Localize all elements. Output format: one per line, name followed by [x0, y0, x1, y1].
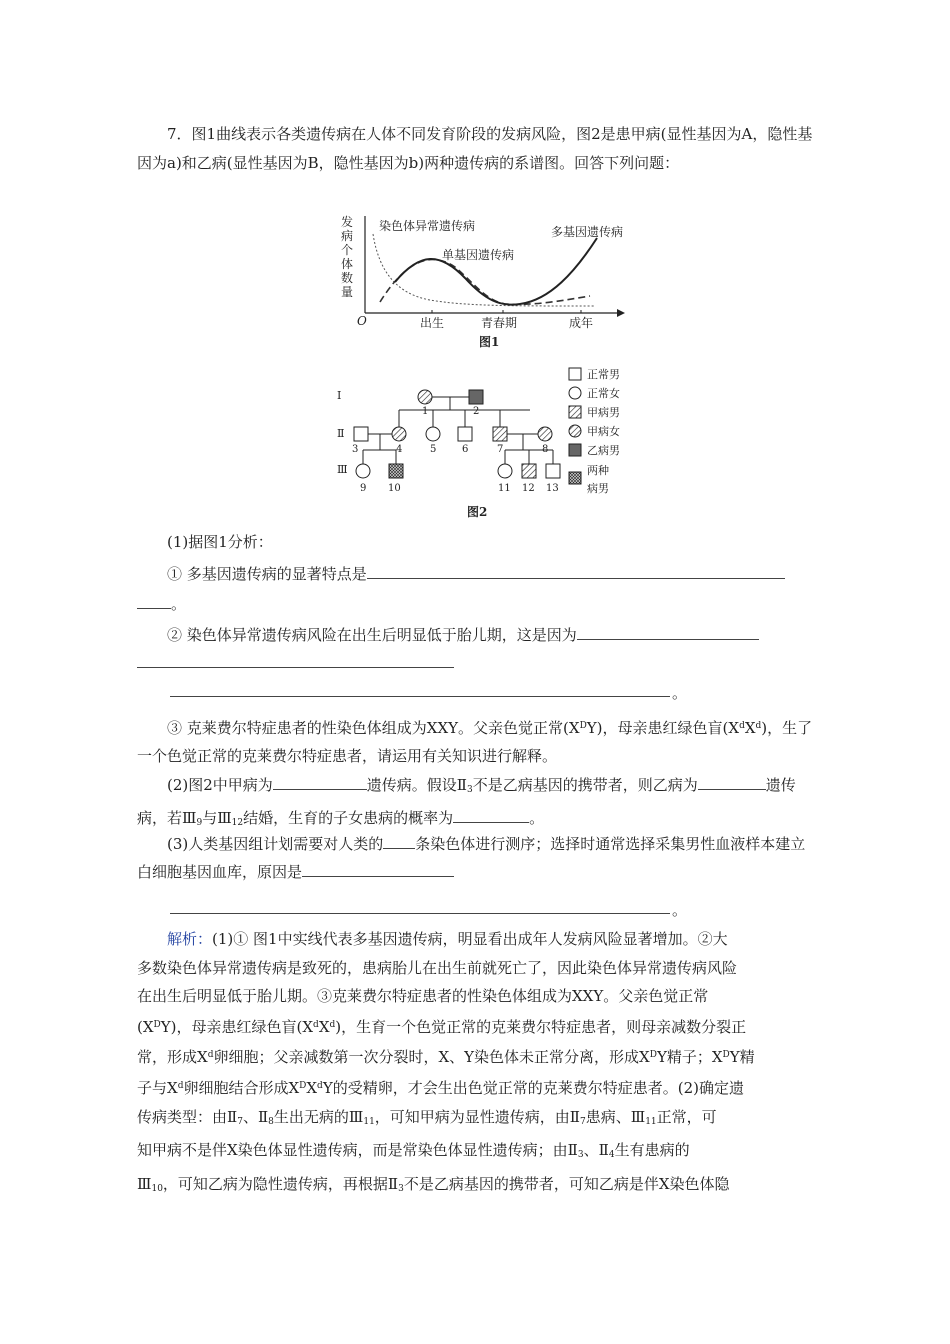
fig1-ylabel-char: 体	[341, 257, 354, 271]
legend-normal-male: 正常男	[587, 368, 620, 381]
figure-1-risk-curve-chart	[335, 212, 635, 352]
a4-2: Y)，母亲患红绿色盲(X	[160, 1017, 314, 1036]
part1-q1-text: ① 多基因遗传病的显著特点是	[167, 565, 367, 583]
a5-1: d	[207, 1050, 214, 1061]
a4-3: d	[313, 1019, 319, 1030]
pedigree-7-affected-male-a	[493, 427, 507, 441]
answer-line-q2-b[interactable]	[170, 696, 670, 697]
fig1-label-multi-gene: 多基因遗传病	[551, 225, 624, 239]
analysis-line-6	[137, 1072, 817, 1103]
pedigree-6-normal-male	[458, 427, 472, 441]
fig1-caption: 图1	[479, 335, 500, 349]
gen-label-3: Ⅲ	[337, 463, 348, 476]
analysis-line-7	[137, 1103, 817, 1137]
part2-a: (2)图2中甲病为	[167, 776, 273, 794]
a4-1: D	[153, 1019, 161, 1030]
id-4: 4	[396, 444, 403, 455]
legend-b-male-symbol	[569, 444, 581, 456]
legend-normal-female: 正常女	[587, 387, 620, 400]
part1-q1-end: 。	[171, 595, 187, 613]
part2-d-sub: 9	[196, 818, 203, 828]
fig1-ylabel-char: 个	[341, 243, 354, 257]
analysis-line-2: 多数染色体异常遗传病是致死的，患病胎儿在出生前就死亡了，因此染色体异常遗传病风险	[137, 958, 738, 977]
a6-4: X	[306, 1078, 318, 1097]
a9-2: ，可知乙病为隐性遗传病，再根据Ⅱ	[162, 1174, 399, 1193]
part2-d: 遗传病，若Ⅲ	[137, 776, 796, 827]
a5-3: D	[649, 1050, 657, 1061]
question-number: 7．	[167, 125, 192, 143]
answer-blank-part2-3[interactable]	[453, 804, 529, 823]
a7-1: 7	[237, 1116, 243, 1127]
part2-e: 与Ⅲ	[202, 809, 232, 827]
part2-b: 遗传病。假设Ⅱ	[366, 776, 467, 794]
pedigree-10-both-diseases-male	[389, 464, 403, 478]
analysis-line-3: 在出生后明显低于胎儿期。③克莱费尔特症患者的性染色体组成为XXY。父亲色觉正常	[137, 987, 709, 1006]
part2-b-sub: 3	[467, 785, 473, 795]
a6-0: 子与X	[137, 1078, 178, 1097]
legend-both-line1: 两种	[587, 464, 609, 477]
id-13: 13	[546, 483, 559, 494]
a8-text: 知甲病不是伴X染色体显性遗传病，而是常染色体显性遗传病；由Ⅱ	[137, 1141, 578, 1160]
a5-0: 常，形成X	[137, 1048, 208, 1067]
answer-blank-q2[interactable]	[577, 621, 759, 640]
a6-6: Y的受精卵，才会生出色觉正常的克莱费尔特症患者。(2)确定遗	[322, 1078, 744, 1097]
a4-0: (X	[137, 1017, 154, 1036]
pedigree-5-normal-female	[426, 427, 440, 441]
a6-2: 卵细胞结合形成X	[183, 1078, 300, 1097]
part2-f: 结婚，生育的子女患病的概率为	[243, 809, 454, 827]
legend-a-male: 甲病男	[587, 406, 620, 419]
fig1-origin: O	[357, 314, 367, 328]
a7-4: 生出无病的Ⅲ	[273, 1107, 364, 1126]
a9-0: Ⅲ	[137, 1174, 152, 1193]
a7-2: 、Ⅱ	[242, 1107, 269, 1126]
fig1-ylabel-char: 数	[341, 271, 354, 285]
id-9: 9	[360, 483, 367, 494]
answer-blank-part3-2[interactable]	[302, 858, 454, 877]
part1-heading	[137, 528, 815, 556]
fig1-ylabel-char: 量	[341, 285, 354, 299]
gen-label-2: Ⅱ	[337, 427, 345, 440]
analysis-line-1	[137, 925, 817, 954]
fig1-xtick-puberty: 青春期	[481, 316, 518, 330]
legend-b-male: 乙病男	[587, 444, 620, 457]
pedigree-9-normal-female	[356, 464, 370, 478]
pedigree-11-normal-female	[498, 464, 512, 478]
a7-6: ，可知甲病为显性遗传病，由Ⅱ	[374, 1107, 580, 1126]
legend-a-female-symbol	[569, 425, 581, 437]
a7-9: 11	[645, 1116, 657, 1127]
part2-g: 。	[529, 809, 545, 827]
part3-a: (3)人类基因组计划需要对人类的	[167, 835, 384, 853]
analysis-label: 解析：	[167, 930, 213, 948]
part1-q3-c: Y)，母亲患红绿色盲	[586, 719, 723, 737]
part3	[137, 830, 815, 886]
answer-line-q2-a[interactable]	[137, 667, 454, 668]
pedigree-3-normal-male	[354, 427, 368, 441]
a7-5: 11	[363, 1116, 375, 1127]
fig2-caption: 图2	[467, 505, 488, 519]
a5-5: D	[722, 1050, 730, 1061]
part1-q2-end: 。	[672, 684, 688, 702]
pedigree-1-affected-female-a	[418, 390, 432, 404]
id-10: 10	[388, 483, 401, 494]
part1-q3	[137, 712, 815, 770]
id-11: 11	[498, 483, 511, 494]
analysis-line-4	[137, 1011, 817, 1042]
analysis-line-5	[137, 1041, 817, 1072]
part2-c: 不是乙病基因的携带者，则乙病为	[472, 776, 698, 794]
analysis-line-8	[137, 1136, 817, 1170]
part3-b: 条染色体进行测序；选择时通常选择采集男性血液样本建立白细胞基因血库，原因是	[137, 835, 806, 881]
pedigree-4-affected-female-a	[392, 427, 406, 441]
a4-6: )，生育一个色觉正常的克莱费尔特症患者，则母亲减数分裂正	[335, 1017, 747, 1036]
pedigree-13-normal-male	[546, 464, 560, 478]
part1-q3-a: ③ 克莱费尔特症患者的性染色体组成为XXY。父亲色觉正常(X	[167, 719, 580, 737]
part1-q3-e: d	[739, 721, 745, 731]
pedigree-2-affected-male-b	[469, 390, 483, 404]
a9-1: 10	[151, 1183, 163, 1194]
part1-q3-d: (X	[722, 719, 740, 737]
fig1-xtick-adult: 成年	[569, 316, 594, 330]
part1-q2-text: ② 染色体异常遗传病风险在出生后明显低于胎儿期，这是因为	[167, 626, 577, 644]
a5-6: Y精	[729, 1048, 755, 1067]
a4-4: X	[318, 1017, 330, 1036]
answer-blank-part2-2b[interactable]	[702, 771, 766, 790]
a7-10: 正常，可	[656, 1107, 717, 1126]
a8-2: 4	[608, 1150, 615, 1161]
part1-q3-b: D	[579, 721, 587, 731]
a7-0: 传病类型：由Ⅱ	[137, 1107, 238, 1126]
analysis-block	[137, 925, 817, 1203]
part1-q1-cont	[137, 590, 815, 618]
a5-2: 卵细胞；父亲减数第一次分裂时，X、Y染色体未正常分离，形成X	[213, 1048, 650, 1067]
pedigree-8-affected-female-a	[538, 427, 552, 441]
fig1-x-arrow	[617, 309, 625, 317]
id-12: 12	[522, 483, 535, 494]
a8-3: 生有患病的	[614, 1141, 690, 1160]
fig1-ylabel-char: 病	[341, 229, 354, 243]
legend-normal-female-symbol	[569, 387, 581, 399]
part1-head-text: (1)据图1分析：	[167, 533, 273, 551]
analysis-line1-text: (1)① 图1中实线代表多基因遗传病，明显看出成年人发病风险显著增加。②大	[212, 930, 728, 948]
legend-a-male-symbol	[569, 406, 581, 418]
legend-a-female: 甲病女	[587, 425, 620, 438]
part1-q3-h: )，生了一个色觉正常的克莱费尔特症患者，请运用有关知识进行解释。	[137, 719, 813, 765]
part1-q3-g: d	[755, 721, 762, 731]
legend-both-male-symbol	[569, 472, 581, 484]
answer-blank-part2-1[interactable]	[273, 771, 367, 790]
id-6: 6	[462, 444, 469, 455]
id-8: 8	[542, 444, 549, 455]
a9-4: 不是乙病基因的携带者，可知乙病是伴X染色体隐	[403, 1174, 730, 1193]
answer-blank-q1[interactable]	[367, 560, 785, 579]
figure-2-pedigree-chart	[335, 364, 640, 526]
part1-q2	[137, 621, 815, 649]
a8-1: 、Ⅱ	[583, 1141, 609, 1160]
part1-q1	[137, 560, 815, 588]
a4-5: d	[329, 1019, 336, 1030]
answer-blank-part3-1[interactable]	[383, 830, 415, 849]
question-intro	[137, 120, 815, 178]
part2	[137, 771, 815, 837]
part1-q3-f: X	[744, 719, 756, 737]
a7-3: 8	[268, 1116, 274, 1127]
id-5: 5	[430, 444, 437, 455]
a8-0: 3	[577, 1150, 584, 1161]
a5-4: Y精子；X	[656, 1048, 723, 1067]
a6-5: d	[317, 1080, 323, 1091]
part2-e-sub: 12	[231, 818, 244, 828]
part3-end: 。	[672, 901, 688, 919]
id-7: 7	[497, 444, 504, 455]
fig1-xtick-birth: 出生	[420, 316, 445, 330]
fig1-label-chromosomal: 染色体异常遗传病	[379, 219, 476, 233]
fig1-label-single-gene: 单基因遗传病	[442, 248, 515, 262]
a7-8: 患病、Ⅲ	[585, 1107, 646, 1126]
legend-both-line2: 病男	[587, 482, 609, 495]
question-intro-text: 图1曲线表示各类遗传病在人体不同发育阶段的发病风险，图2是患甲病(显性基因为A，隐性基因为a)和乙病(显性基因为B，隐性基因为b)两种遗传病的系谱图。回答下列问题：	[137, 125, 813, 172]
a7-7: 7	[580, 1116, 586, 1127]
legend-normal-male-symbol	[569, 368, 581, 380]
a6-1: d	[177, 1080, 184, 1091]
a6-3: D	[299, 1080, 307, 1091]
gen-label-1: Ⅰ	[337, 389, 342, 402]
analysis-line-9	[137, 1170, 817, 1204]
pedigree-12-affected-male-a	[522, 464, 536, 478]
id-3: 3	[352, 444, 359, 455]
answer-line-part3[interactable]	[170, 913, 670, 914]
fig1-ylabel-char: 发	[341, 215, 354, 229]
id-1: 1	[422, 406, 429, 417]
a9-3: 3	[398, 1183, 404, 1194]
id-2: 2	[473, 406, 480, 417]
answer-blank-q1-cont[interactable]	[137, 590, 171, 609]
